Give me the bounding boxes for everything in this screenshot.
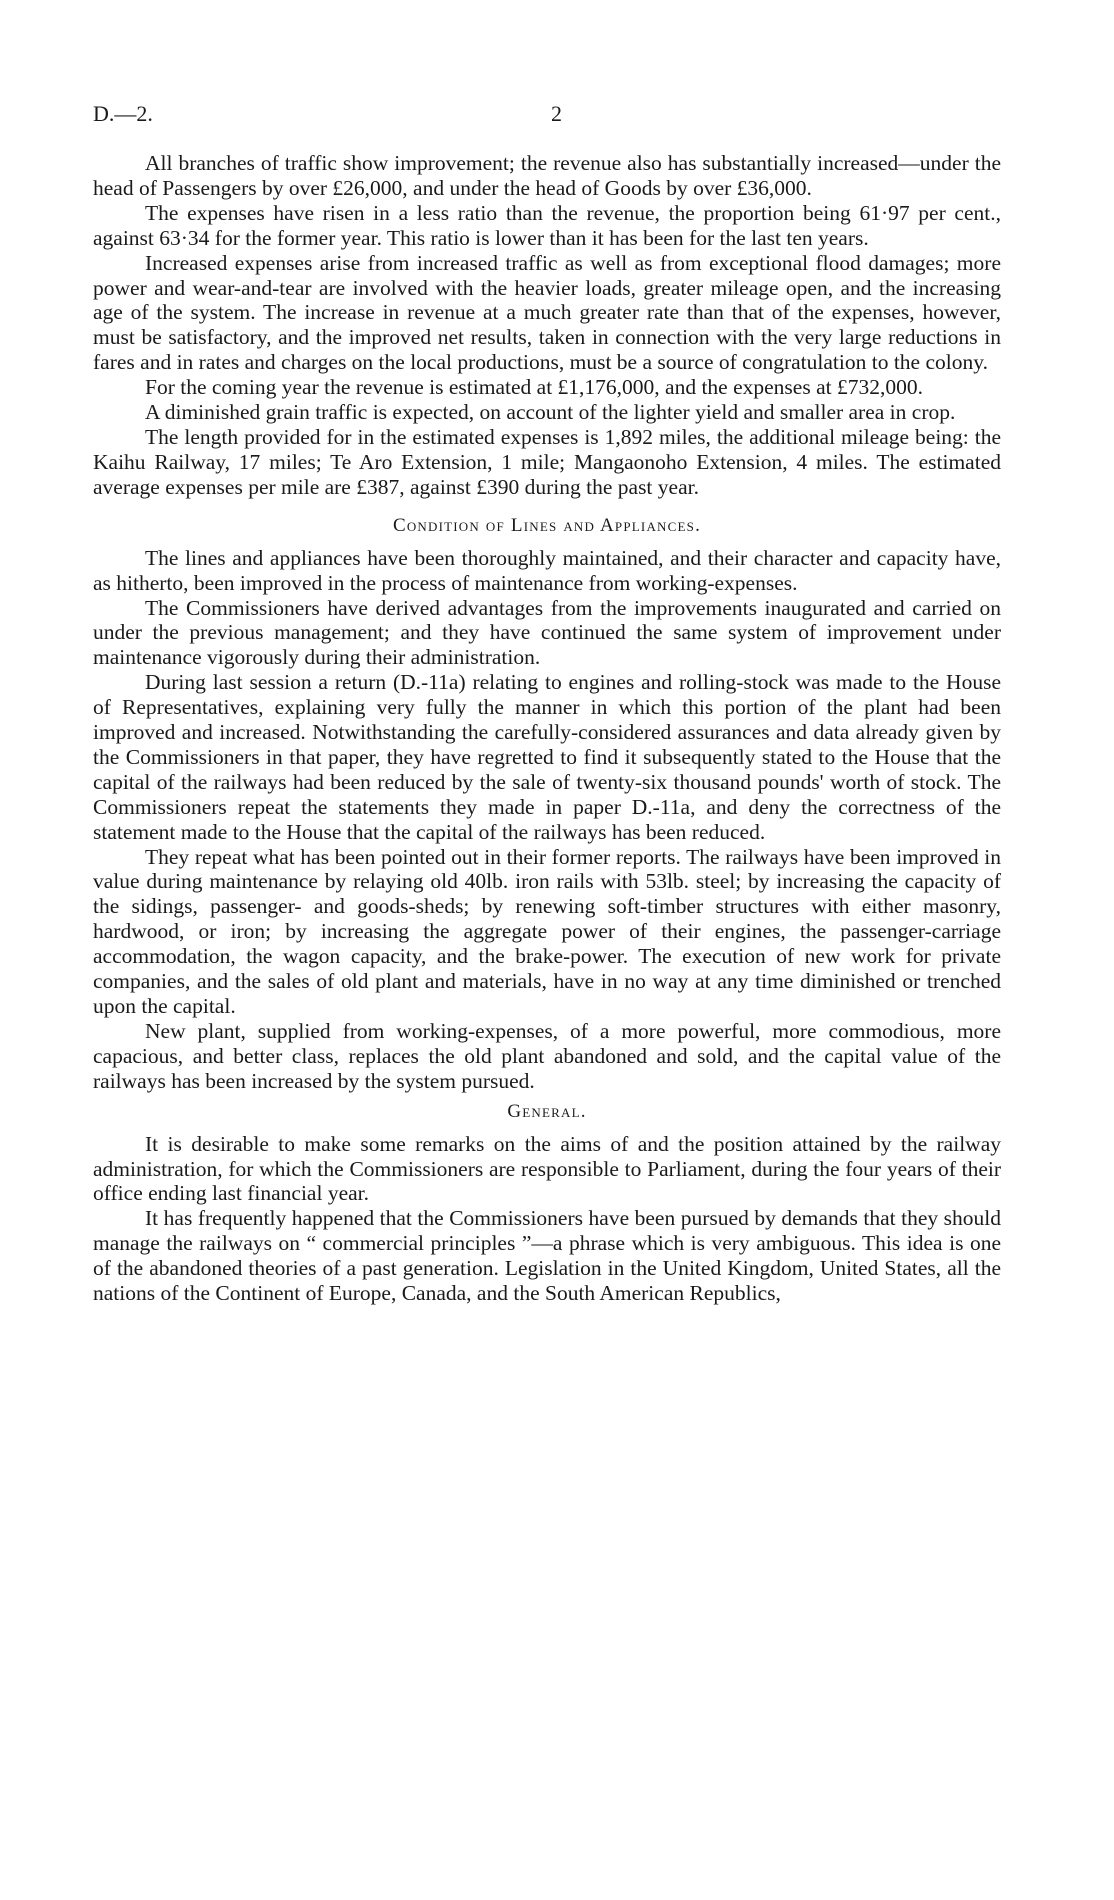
paragraph: The expenses have risen in a less ratio than the revenue, the proportion being 61·97 per cent., against 63·34 for the former year. This ratio is lower than it has been for the last ten years. [93,200,1001,250]
section-heading-general: General. [507,1100,587,1122]
paragraph: For the coming year the revenue is estimated at £1,176,000, and the expenses at £732,000. [145,375,923,400]
paragraph: It is desirable to make some remarks on the aims of and the position attained by the railway administration, for which the Commissioners are responsible to Parliament, during the four years of their office ending last financial year. [93,1131,1001,1206]
paragraph: Increased expenses arise from increased traffic as well as from exceptional flood damages; more power and wear-and-tear are involved with the heavier loads, greater mileage open, and the increasing age of the system. The increase in revenue at a much greater rate than that of the expenses, however, must be satisfactory, and the improved net results, taken in connection with the very large reductions in fares and in rates and charges on the local productions, must be a source of congratulation to the colony. [93,250,1001,375]
paragraph: All branches of traffic show improvement; the revenue also has substantially increased—under the head of Passengers by over £26,000, and under the head of Goods by over £36,000. [93,151,1001,200]
body-text [93,151,1001,1306]
paragraph: During last session a return (D.-11a) relating to engines and rolling-stock was made to the House of Representatives, explaining very fully the manner in which this portion of the plant had been improved and increased. Notwithstanding the carefully-considered assurances and data already given by the Commissioners in that paper, they have regretted to find it subsequently stated to the House that the capital of the railways had been reduced by the sale of twenty-six thousand pounds' worth of stock. The Commissioners repeat the statements they made in paper D.-11a, and deny the correctness of the statement made to the House that the capital of the railways has been reduced. [93,670,1001,844]
paragraph: The length provided for in the estimated expenses is 1,892 miles, the additional mileage being: the Kaihu Railway, 17 miles; Te Aro Extension, 1 mile; Mangaonoho Extension, 4 miles. The estimated average expenses per mile are £387, against £390 during the past year. [93,424,1001,499]
paragraph: The Commissioners have derived advantages from the improvements inaugurated and carried on under the previous management; and they have continued the same system of improvement under maintenance vigorously during their administration. [93,595,1001,670]
paragraph: The lines and appliances have been thoroughly maintained, and their character and capacity have, as hitherto, been improved in the process of maintenance from working-expenses. [93,545,1001,595]
paragraph: It has frequently happened that the Commissioners have been pursued by demands that they should manage the railways on “ commercial principles ”—a phrase which is very ambiguous. This idea is one of the abandoned theories of a past generation. Legislation in the United Kingdom, United States, all the nations of the Continent of Europe, Canada, and the South American Republics, [93,1206,1001,1306]
page-number: 2 [551,101,562,126]
paragraph: They repeat what has been pointed out in their former reports. The railways have been improved in value during maintenance by relaying old 40lb. iron rails with 53lb. steel; by increasing the capacity of the sidings, passenger- and goods-sheds; by renewing soft-timber structures with either masonry, hardwood, or iron; by increasing the aggregate power of their engines, the passenger-carriage accommodation, the wagon capacity, and the brake-power. The execution of new work for private companies, and the sales of old plant and materials, have in no way at any time diminished or trenched upon the capital. [93,844,1001,1018]
running-head [93,101,1021,131]
paragraph: New plant, supplied from working-expenses, of a more powerful, more commodious, more capacious, and better class, replaces the old plant abandoned and sold, and the capital value of the railways has been increased by the system pursued. [93,1018,1001,1093]
document-reference: D.—2. [93,101,153,126]
section-heading-condition: Condition of Lines and Appliances. [392,514,702,536]
paragraph: A diminished grain traffic is expected, on account of the lighter yield and smaller area in crop. [145,400,956,425]
